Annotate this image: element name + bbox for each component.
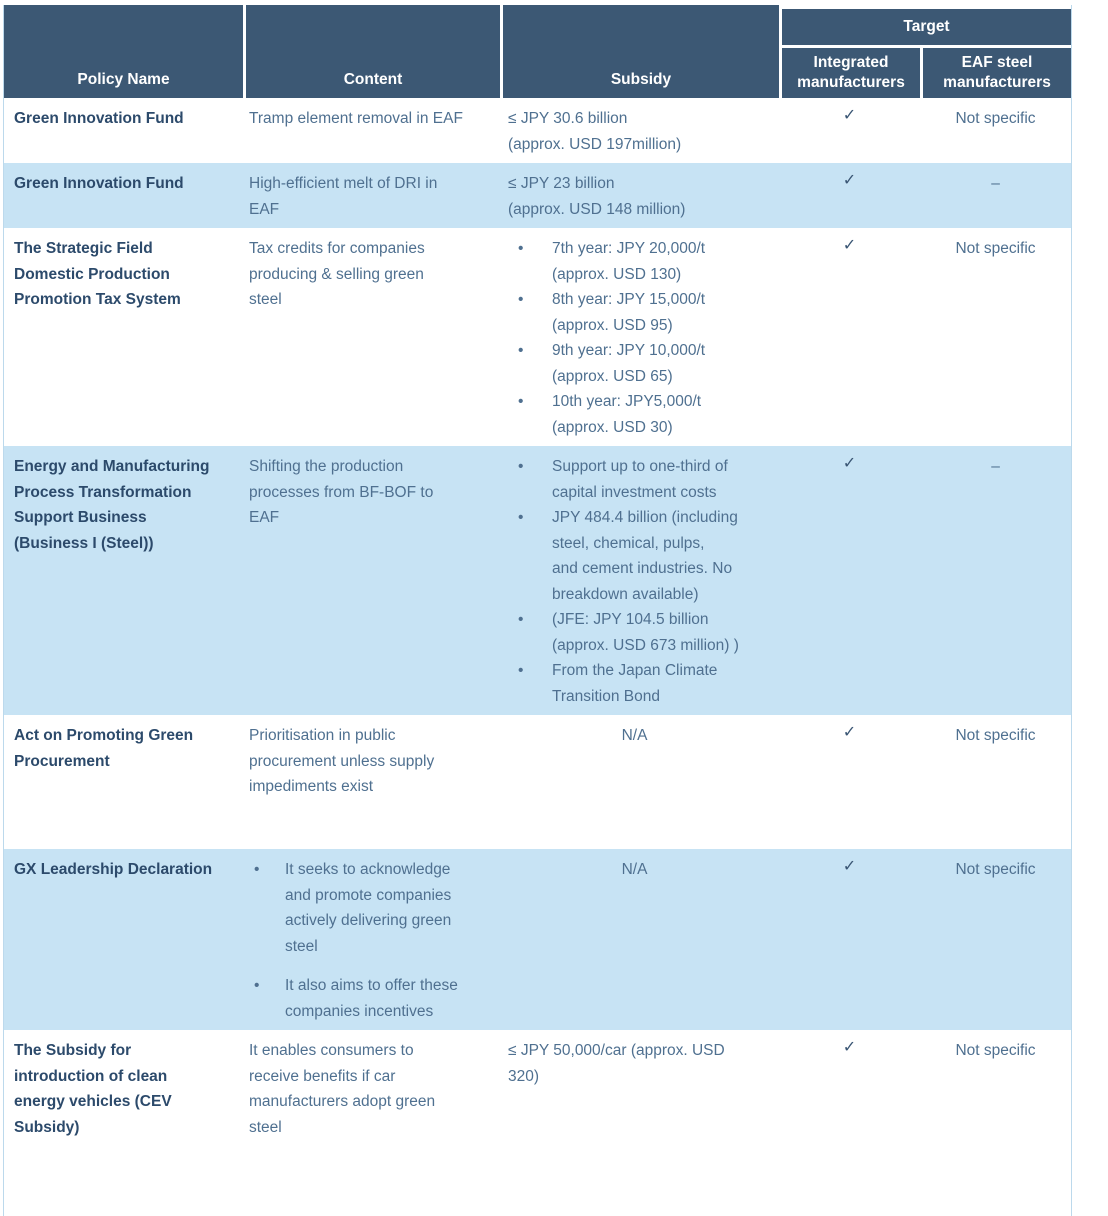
column-header-integrated-manufacturers: Integrated manufacturers — [779, 45, 920, 98]
bullet-icon: • — [518, 240, 524, 257]
content-cell — [243, 163, 500, 228]
text-line: (approx. USD 95) — [552, 316, 673, 334]
bullet-icon: • — [518, 291, 524, 308]
column-header-content: Content — [243, 5, 500, 98]
target-integrated-cell — [779, 1030, 920, 1216]
table-header — [4, 5, 1071, 98]
text-line: steel — [285, 937, 318, 955]
subsidy-cell — [500, 446, 779, 715]
table-row — [4, 163, 1071, 228]
text-line: 9th year: JPY 10,000/t — [552, 342, 706, 359]
bullet-item — [508, 236, 769, 287]
text-line: actively delivering green — [285, 912, 452, 929]
text-line: Act on Promoting Green — [14, 727, 194, 744]
check-icon: ✓ — [842, 455, 857, 472]
policy-name-cell — [4, 446, 243, 715]
policy-name-cell — [4, 98, 243, 163]
content-cell — [243, 446, 500, 715]
bullet-item — [249, 973, 492, 1024]
subsidy-cell — [500, 715, 779, 849]
bullet-text — [552, 658, 717, 709]
target-eaf-cell: Not specific — [955, 861, 1036, 878]
text-line: breakdown available) — [552, 585, 699, 603]
text-line: companies incentives — [285, 1002, 434, 1020]
text-line: energy vehicles (CEV — [14, 1093, 172, 1110]
text-line: Process Transformation — [14, 483, 192, 501]
content-cell — [243, 98, 500, 163]
text-line: Prioritisation in public — [249, 727, 396, 744]
bullet-text — [552, 505, 738, 607]
policy-name-cell — [4, 1030, 243, 1216]
bullet-text — [552, 338, 705, 389]
bullet-item — [249, 857, 492, 959]
text-line: Support Business — [14, 509, 147, 526]
policy-name-cell — [4, 849, 243, 1030]
bullet-text — [285, 973, 458, 1024]
target-integrated-cell — [779, 228, 920, 446]
text-line: Subsidy) — [14, 1118, 80, 1136]
text-line: capital investment costs — [552, 483, 717, 501]
text-line: ≤ JPY 23 billion — [508, 175, 615, 192]
text-line: ≤ JPY 30.6 billion — [508, 110, 628, 127]
bullet-text — [552, 607, 739, 658]
text-line: steel — [249, 1118, 282, 1136]
bullet-item — [508, 607, 769, 658]
text-line: N/A — [621, 861, 648, 878]
text-line: The Subsidy for — [14, 1042, 132, 1059]
check-icon: ✓ — [842, 724, 857, 741]
text-line: procurement unless supply — [249, 752, 435, 770]
content-cell — [243, 228, 500, 446]
target-integrated-cell — [779, 849, 920, 1030]
text-line: (approx. USD 30) — [552, 418, 673, 436]
text-line: It enables consumers to — [249, 1042, 414, 1059]
target-eaf-cell: – — [991, 458, 1000, 475]
bullet-text — [552, 236, 705, 287]
bullet-item — [508, 658, 769, 709]
text-line: manufacturers adopt green — [249, 1093, 436, 1110]
text-line: (Business I (Steel)) — [14, 534, 154, 552]
text-line: JPY 484.4 billion (including — [552, 509, 738, 526]
column-header-eaf-steel-manufacturers: EAF steel manufacturers — [920, 45, 1071, 98]
content-cell — [243, 849, 500, 1030]
text-line: producing & selling green — [249, 265, 424, 283]
subsidy-cell — [500, 1030, 779, 1216]
text-line: receive benefits if car — [249, 1067, 396, 1085]
policy-name-cell — [4, 163, 243, 228]
target-eaf-cell: Not specific — [955, 727, 1036, 744]
target-eaf-cell: Not specific — [955, 110, 1036, 127]
subsidy-cell — [500, 98, 779, 163]
text-line: 8th year: JPY 15,000/t — [552, 291, 706, 308]
table-row — [4, 1030, 1071, 1216]
content-cell — [243, 1030, 500, 1216]
text-line: From the Japan Climate — [552, 662, 718, 679]
content-cell — [243, 715, 500, 849]
column-group-header-target: Target — [779, 5, 1071, 45]
table-row — [4, 715, 1071, 849]
check-icon: ✓ — [842, 1039, 857, 1056]
text-line: Support up to one-third of — [552, 458, 728, 475]
text-line: Tramp element removal in EAF — [249, 110, 463, 127]
text-line: (approx. USD 148 million) — [508, 200, 686, 218]
text-line: GX Leadership Declaration — [14, 861, 213, 878]
text-line: Shifting the production — [249, 458, 404, 475]
bullet-item — [508, 287, 769, 338]
table-row — [4, 98, 1071, 163]
text-line: (approx. USD 65) — [552, 367, 673, 385]
policy-name-cell — [4, 228, 243, 446]
target-eaf-cell: – — [991, 175, 1000, 192]
target-integrated-cell — [779, 446, 920, 715]
table-row — [4, 446, 1071, 715]
text-line: High-efficient melt of DRI in — [249, 175, 438, 192]
bullet-item — [508, 505, 769, 607]
check-icon: ✓ — [842, 172, 857, 189]
bullet-item — [508, 454, 769, 505]
text-line: (approx. USD 130) — [552, 265, 682, 283]
text-line: Promotion Tax System — [14, 291, 181, 308]
text-line: EAF — [249, 200, 280, 218]
bullet-text — [552, 287, 705, 338]
text-line: It seeks to acknowledge — [285, 861, 451, 878]
bullet-text — [285, 857, 451, 959]
text-line: 7th year: JPY 20,000/t — [552, 240, 706, 257]
subsidy-cell — [500, 849, 779, 1030]
text-line: (approx. USD 673 million) ) — [552, 636, 739, 654]
target-integrated-cell — [779, 98, 920, 163]
text-line: and promote companies — [285, 886, 452, 904]
text-line: Green Innovation Fund — [14, 175, 184, 192]
bullet-text — [552, 454, 728, 505]
bullet-icon: • — [518, 342, 524, 359]
bullet-text — [552, 389, 701, 440]
table-row — [4, 849, 1071, 1030]
text-line: (JFE: JPY 104.5 billion — [552, 611, 709, 628]
bullet-icon: • — [518, 662, 524, 679]
bullet-icon: • — [254, 977, 260, 994]
table-row — [4, 228, 1071, 446]
bullet-icon: • — [518, 458, 524, 475]
text-line: Domestic Production — [14, 265, 170, 283]
subsidy-cell — [500, 163, 779, 228]
bullet-item — [508, 338, 769, 389]
column-header-policy-name: Policy Name — [4, 5, 243, 98]
target-integrated-cell — [779, 715, 920, 849]
text-line: steel — [249, 291, 282, 308]
bullet-item — [508, 389, 769, 440]
bullet-icon: • — [254, 861, 260, 878]
text-line: Transition Bond — [552, 687, 660, 705]
target-eaf-cell: Not specific — [955, 1042, 1036, 1059]
bullet-icon: • — [518, 611, 524, 628]
text-line: steel, chemical, pulps, — [552, 534, 705, 552]
subsidy-cell — [500, 228, 779, 446]
target-eaf-cell: Not specific — [955, 240, 1036, 257]
text-line: Tax credits for companies — [249, 240, 425, 257]
text-line: impediments exist — [249, 778, 374, 795]
text-line: processes from BF-BOF to — [249, 483, 434, 501]
table-body — [4, 98, 1071, 1216]
text-line: (approx. USD 197million) — [508, 135, 682, 153]
text-line: ≤ JPY 50,000/car (approx. USD — [508, 1042, 725, 1059]
text-line: 320) — [508, 1067, 540, 1085]
target-integrated-cell — [779, 163, 920, 228]
text-line: and cement industries. No — [552, 560, 733, 577]
text-line: introduction of clean — [14, 1067, 168, 1085]
text-line: 10th year: JPY5,000/t — [552, 393, 702, 410]
bullet-icon: • — [518, 393, 524, 410]
text-line: Energy and Manufacturing — [14, 458, 210, 475]
text-line: Green Innovation Fund — [14, 110, 184, 127]
text-line: The Strategic Field — [14, 240, 153, 257]
column-header-subsidy: Subsidy — [500, 5, 779, 98]
check-icon: ✓ — [842, 107, 857, 124]
check-icon: ✓ — [842, 858, 857, 875]
bullet-icon: • — [518, 509, 524, 526]
text-line: N/A — [621, 727, 648, 744]
policy-name-cell — [4, 715, 243, 849]
text-line: Procurement — [14, 752, 110, 770]
text-line: EAF — [249, 509, 280, 526]
text-line: It also aims to offer these — [285, 977, 458, 994]
check-icon: ✓ — [842, 237, 857, 254]
policy-table — [4, 5, 1071, 1216]
